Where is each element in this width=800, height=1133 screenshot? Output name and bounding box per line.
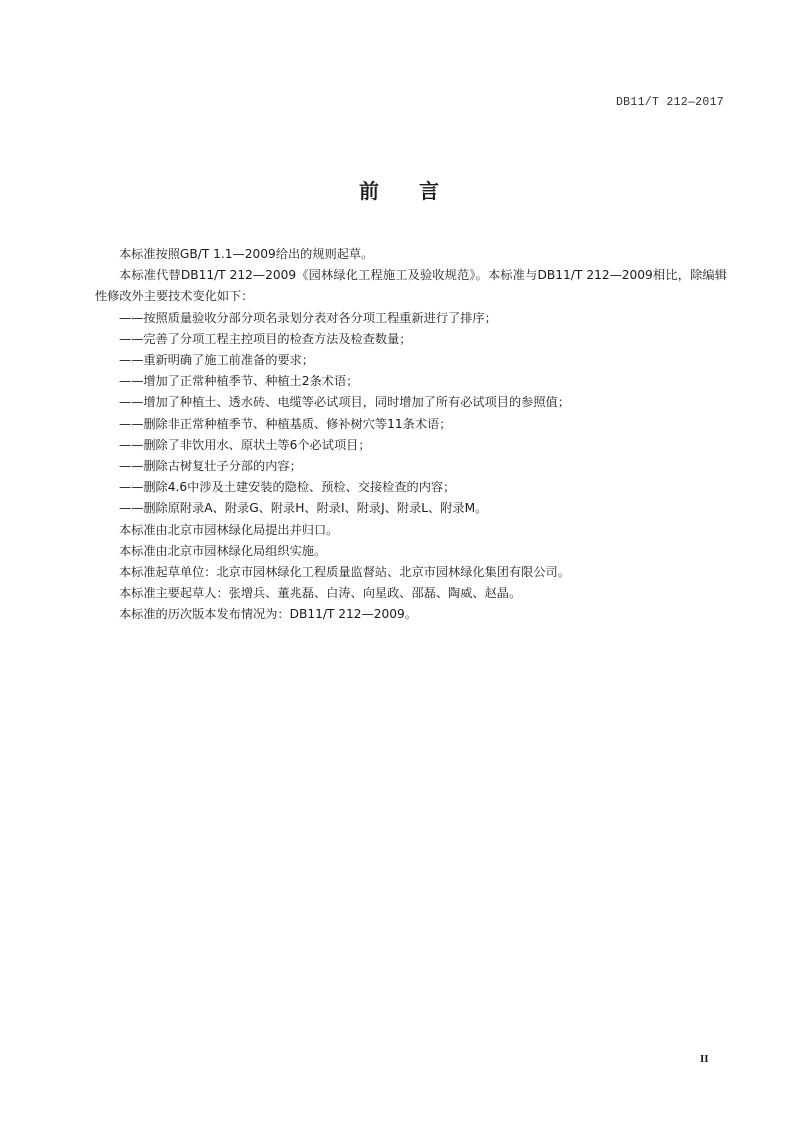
title-char-2: 言 [419,179,441,203]
document-body [95,244,727,626]
title-char-1: 前 [359,179,381,203]
change-item: ——按照质量验收分部分项名录划分表对各分项工程重新进行了排序； [119,310,497,325]
change-item: ——增加了种植土、透水砖、电缆等必试项目，同时增加了所有必试项目的参照值； [119,395,570,410]
change-item: ——完善了分项工程主控项目的检查方法及检查数量； [119,331,412,346]
paragraph-drafting-rules: 本标准按照GB/T 1.1—2009给出的规则起草。 [119,247,374,261]
change-item: ——删除了非饮用水、原状土等6个必试项目； [119,437,371,452]
paragraph-drafting-units: 本标准起草单位：北京市园林绿化工程质量监督站、北京市园林绿化集团有限公司。 [119,565,570,580]
change-item: ——删除古树复壮子分部的内容； [119,459,302,474]
paragraph-version-history: 本标准的历次版本发布情况为：DB11/T 212—2009。 [119,607,417,622]
change-item: ——增加了正常种植季节、种植土2条术语； [119,374,359,389]
paragraph-drafters: 本标准主要起草人：张增兵、董兆磊、白涛、向星政、邵磊、陶威、赵晶。 [119,586,522,601]
change-item: ——删除4.6中涉及土建安装的隐检、预检、交接检查的内容； [119,480,456,495]
change-item: ——删除非正常种植季节、种植基质、修补树穴等11条术语； [119,416,452,431]
paragraph-replaces: 本标准代替DB11/T 212—2009《园林绿化工程施工及验收规范》。本标准与DB11/T 212—2009相比，除编辑性修改外主要技术变化如下： [95,268,727,304]
change-item: ——删除原附录A、附录G、附录H、附录I、附录J、附录L、附录M。 [119,501,488,516]
paragraph-proposer: 本标准由北京市园林绿化局提出并归口。 [119,522,339,537]
paragraph-implementer: 本标准由北京市园林绿化局组织实施。 [119,543,327,558]
change-item: ——重新明确了施工前准备的要求； [119,353,314,368]
page-number: II [700,1053,709,1065]
standard-code-header: DB11/T 212—2017 [615,96,724,109]
page-title [0,175,800,204]
